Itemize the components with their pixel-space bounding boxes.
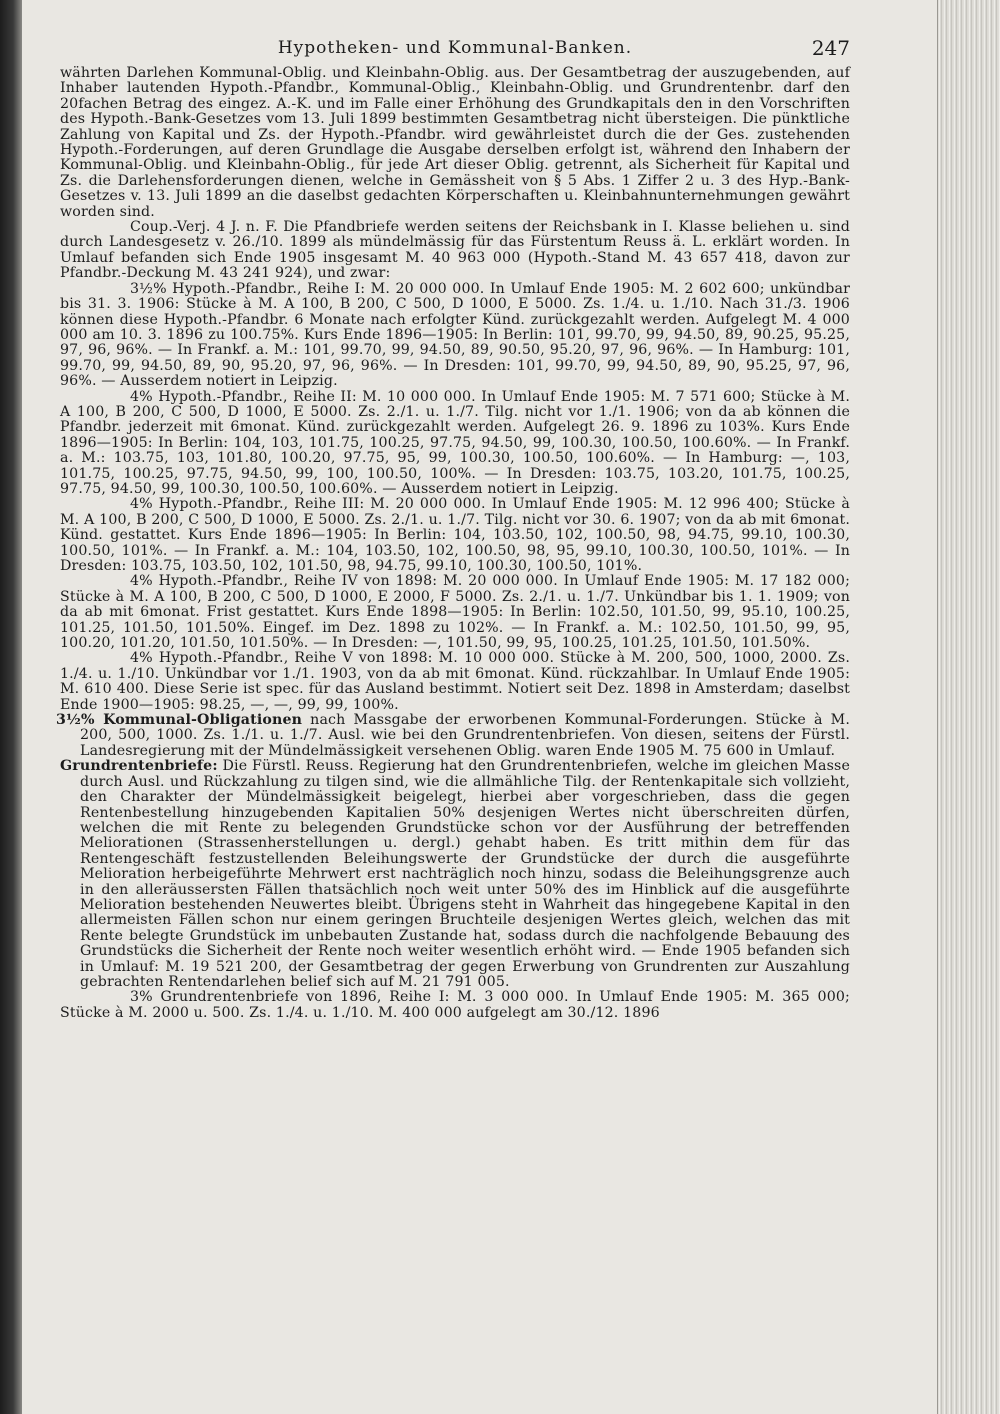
section-label-kommunal: 3½% Kommunal-Obligationen	[56, 712, 303, 729]
section-label-grundrenten: Grundrentenbriefe:	[60, 758, 218, 775]
paragraph-series-2: 4% Hypoth.-Pfandbr., Reihe II: M. 10 000 000. In Umlauf Ende 1905: M. 7 571 600; Stücke à M. A 100, B 200, C 500, D 1000, E 5000. Zs. 2./1. u. 1./7. Tilg. nicht vor 1./1. 1906; von da ab können die Pfandbr. jederzeit mit 6monat. Künd. zurückgezahlt werden. Aufgelegt 26. 9. 1896 zu 103%. Kurs Ende 1896—1905: In Berlin: 104, 103, 101.75, 100.25, 97.75, 94.50, 99, 100.30, 100.50, 100.60%. — In Frankf. a. M.: 103.75, 103, 101.80, 100.20, 97.75, 95, 99, 100.30, 100.50, 100.60%. — In Hamburg: —, 103, 101.75, 100.25, 97.75, 94.50, 99, 100, 100.50, 100%. — In Dresden: 103.75, 103.20, 101.75, 100.25, 97.75, 94.50, 99, 100.30, 100.50, 100.60%. — Ausserdem notiert in Leipzig.	[60, 388, 850, 497]
paragraph-kommunal-obligationen: 3½% Kommunal-Obligationen nach Massgabe der erworbenen Kommunal-Forderungen. Stücke à M. 200, 500, 1000. Zs. 1./1. u. 1./7. Ausl. wie bei den Grundrentenbriefen. Von diesen, seitens der Fürstl. Landesregierung mit der Mündelmässigkeit versehenen Oblig. waren Ende 1905 M. 75 600 in Umlauf.	[56, 712, 850, 759]
paragraph-series-3: 4% Hypoth.-Pfandbr., Reihe III: M. 20 000 000. In Umlauf Ende 1905: M. 12 996 400; Stücke à M. A 100, B 200, C 500, D 1000, E 5000. Zs. 2./1. u. 1./7. Tilg. nicht vor 30. 6. 1907; von da ab mit 6monat. Künd. gestattet. Kurs Ende 1896—1905: In Berlin: 104, 103.50, 102, 100.50, 98, 94.75, 99.10, 100.30, 100.50, 101%. — In Frankf. a. M.: 104, 103.50, 102, 100.50, 98, 95, 99.10, 100.30, 100.50, 101%. — In Dresden: 103.75, 103.50, 102, 101.50, 98, 94.75, 99.10, 100.30, 100.50, 101%.	[60, 496, 850, 574]
paragraph-series-4: 4% Hypoth.-Pfandbr., Reihe IV von 1898: M. 20 000 000. In Umlauf Ende 1905: M. 17 182 000; Stücke à M. A 100, B 200, C 500, D 1000, E 2000, F 5000. Zs. 2./1. u. 1./7. Unkündbar bis 1. 1. 1909; von da ab mit 6monat. Frist gestattet. Kurs Ende 1898—1905: In Berlin: 102.50, 101.50, 99, 95.10, 100.25, 101.25, 101.50, 101.50%. Eingef. im Dez. 1898 zu 102%. — In Frankf. a. M.: 102.50, 101.50, 99, 95, 100.20, 101.20, 101.50, 101.50%. — In Dresden: —, 101.50, 99, 95, 100.25, 101.25, 101.50, 101.50%.	[60, 573, 850, 652]
body-text	[56, 65, 850, 1021]
book-binding-shadow	[0, 0, 22, 1414]
paragraph-coupon-circulation: Coup.-Verj. 4 J. n. F. Die Pfandbriefe werden seitens der Reichsbank in I. Klasse beliehen u. sind durch Landesgesetz v. 26./10. 1899 als mündelmässig für das Fürstentum Reuss ä. L. erklärt worden. In Umlauf befanden sich Ende 1905 insgesamt M. 40 963 000 (Hypoth.-Stand M. 43 657 418, davon zur Pfandbr.-Deckung M. 43 241 924), und zwar:	[60, 219, 850, 282]
paragraph-series-1: 3½% Hypoth.-Pfandbr., Reihe I: M. 20 000 000. In Umlauf Ende 1905: M. 2 602 600; unkündbar bis 31. 3. 1906: Stücke à M. A 100, B 200, C 500, D 1000, E 5000. Zs. 1./4. u. 1./10. Nach 31./3. 1906 können diese Hypoth.-Pfandbr. 6 Monate nach erfolgter Künd. zurückgezahlt werden. Aufgelegt M. 4 000 000 am 10. 3. 1896 zu 100.75%. Kurs Ende 1896—1905: In Berlin: 101, 99.70, 99, 94.50, 89, 90.25, 95.25, 97, 96, 96%. — In Frankf. a. M.: 101, 99.70, 99, 94.50, 89, 90.50, 95.20, 97, 96, 96%. — In Hamburg: 101, 99.70, 99, 94.50, 89, 90, 95.20, 97, 96, 96%. — In Dresden: 101, 99.70, 99, 94.50, 89, 90, 95.25, 97, 96, 96%. — Ausserdem notiert in Leipzig.	[60, 280, 850, 390]
paragraph-security-terms: währten Darlehen Kommunal-Oblig. und Kleinbahn-Oblig. aus. Der Gesamtbetrag der auszugebenden, auf Inhaber lautenden Hypoth.-Pfandbr., Kommunal-Oblig., Kleinbahn-Oblig. und Grundrentenbr. darf den 20fachen Betrag des eingez. A.-K. und im Falle einer Erhöhung des Grundkapitals den in den Vorschriften des Hypoth.-Bank-Gesetzes vom 13. Juli 1899 bestimmten Gesamtbetrag nicht übersteigen. Die pünktliche Zahlung von Kapital und Zs. der Hypoth.-Pfandbr. wird gewährleistet durch die der Ges. zustehenden Hypoth.-Forderungen, auf deren Grundlage die Ausgabe derselben erfolgt ist, während den Inhabern der Kommunal-Oblig. und Kleinbahn-Oblig., für jede Art dieser Oblig. getrennt, als Sicherheit für Kapital und Zs. die Darlehensforderungen dienen, welche in Gemässheit von § 5 Abs. 1 Ziffer 2 u. 3 des Hyp.-Bank-Gesetzes v. 13. Juli 1899 an die daselbst gedachten Körperschaften u. Kleinbahnunternehmungen gewährt worden sind.	[60, 65, 850, 220]
document-page	[56, 30, 850, 1021]
paragraph-grundrentenbriefe: Grundrentenbriefe: Die Fürstl. Reuss. Regierung hat den Grundrentenbriefen, welche im gleichen Masse durch Ausl. und Rückzahlung zu tilgen sind, wie die allmähliche Tilg. der Rentenkapitale sich vollzieht, den Charakter der Mündelmässigkeit beigelegt, hierbei aber vorgeschrieben, dass die gegen Rentenbestellung hinzugebenden Kapitalien 50% desjenigen Wertes nicht überschreiten dürfen, welchen die mit Rente zu belegenden Grundstücke schon vor der Ausführung der betreffenden Meliorationen (Strassenherstellungen u. dergl.) gehabt haben. Es tritt mithin dem für das Rentengeschäft festzustellenden Beleihungswerte der Grundstücke der durch die ausgeführte Melioration herbeigeführte Mehrwert erst nachträglich noch hinzu, sodass die Beleihungsgrenze auch in den alleräussersten Fällen thatsächlich noch weit unter 50% des im Hinblick auf die ausgeführte Melioration bestehenden Neuwertes bleibt. Übrigens steht in Wahrheit das hingegebene Kapital in den allermeisten Fällen schon nur einem geringen Bruchteile desjenigen Wertes gleich, welchen das mit Rente belegte Grundstück im unbebauten Zustande hat, sodass durch die nachfolgende Bebauung des Grundstücks die Sicherheit der Rente noch weiter wesentlich erhöht wird. — Ende 1905 befanden sich in Umlauf: M. 19 521 200, der Gesamtbetrag der gegen Erwerbung von Grundrenten zur Auszahlung gebrachten Rentendarlehen belief sich auf M. 21 791 005.	[60, 758, 850, 990]
paragraph-grundrenten-series-1: 3% Grundrentenbriefe von 1896, Reihe I: M. 3 000 000. In Umlauf Ende 1905: M. 365 000; Stücke à M. 2000 u. 500. Zs. 1./4. u. 1./10. M. 400 000 aufgelegt am 30./12. 1896	[60, 989, 850, 1021]
page-header	[60, 30, 850, 66]
page-number: 247	[811, 36, 850, 60]
page-edge-stack	[937, 0, 1000, 1414]
running-title: Hypotheken- und Kommunal-Banken.	[277, 38, 633, 58]
paragraph-series-5: 4% Hypoth.-Pfandbr., Reihe V von 1898: M. 10 000 000. Stücke à M. 200, 500, 1000, 2000. Zs. 1./4. u. 1./10. Unkündbar vor 1./1. 1903, von da ab mit 6monat. Künd. rückzahlbar. In Umlauf Ende 1905: M. 610 400. Diese Serie ist spec. für das Ausland bestimmt. Notiert seit Dez. 1898 in Amsterdam; daselbst Ende 1900—1905: 98.25, —, —, 99, 99, 100%.	[60, 650, 850, 713]
